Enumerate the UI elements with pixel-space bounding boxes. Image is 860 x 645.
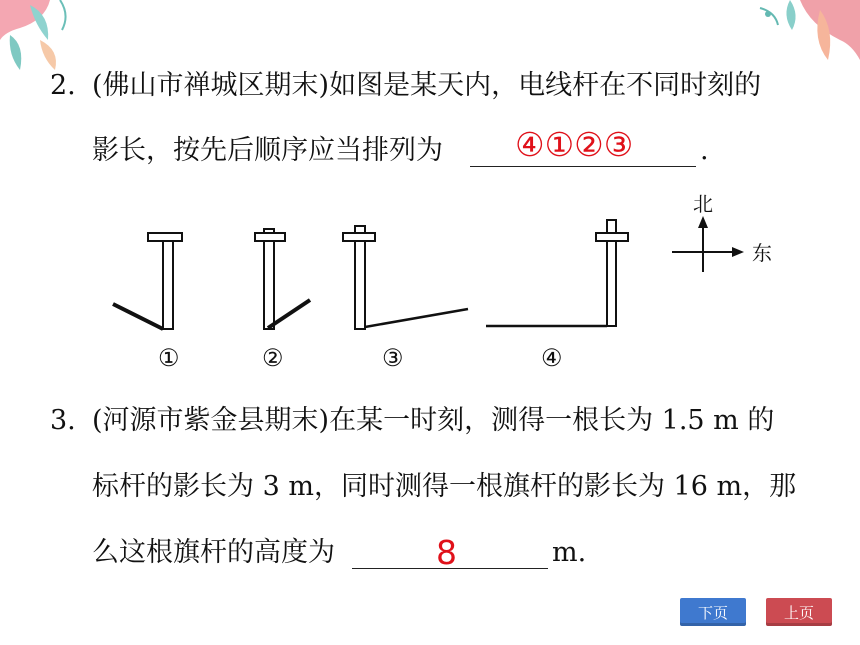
previous-page-button[interactable]: 上页 <box>766 598 832 626</box>
question-2-number: 2. <box>50 70 76 101</box>
shadow-1 <box>113 304 163 329</box>
figure-label-4: ④ <box>541 344 563 372</box>
question-2-text-line1: (佛山市禅城区期末)如图是某天内，电线杆在不同时刻的 <box>92 70 762 101</box>
question-2-answer: ④①②③ <box>515 125 634 164</box>
compass-north-label: 北 <box>693 192 713 216</box>
compass-east-arrow <box>732 247 744 257</box>
question-3-text-line1: (河源市紫金县期末)在某一时刻，测得一根长为 1.5 m 的 <box>92 405 775 436</box>
pole-2 <box>255 229 285 329</box>
pole-1 <box>148 233 182 329</box>
question-2-text-line2: 影长，按先后顺序应当排列为 <box>92 135 443 166</box>
question-3-answer: 8 <box>436 533 457 572</box>
question-3-text-line3: 么这根旗杆的高度为 <box>92 537 335 568</box>
question-3-unit: m. <box>552 537 587 568</box>
pole-3 <box>343 226 375 329</box>
next-page-button[interactable]: 下页 <box>680 598 746 626</box>
shadow-3 <box>365 309 468 327</box>
figure-label-1: ① <box>158 344 180 372</box>
compass-north-arrow <box>698 216 708 228</box>
question-3-text-line2: 标杆的影长为 3 m，同时测得一根旗杆的影长为 16 m，那 <box>92 471 797 502</box>
compass-east-label: 东 <box>752 241 772 265</box>
question-3-number: 3. <box>50 405 76 436</box>
question-2-period: . <box>700 135 709 166</box>
pole-4 <box>596 220 628 326</box>
figure-label-2: ② <box>262 344 284 372</box>
figure-label-3: ③ <box>382 344 404 372</box>
